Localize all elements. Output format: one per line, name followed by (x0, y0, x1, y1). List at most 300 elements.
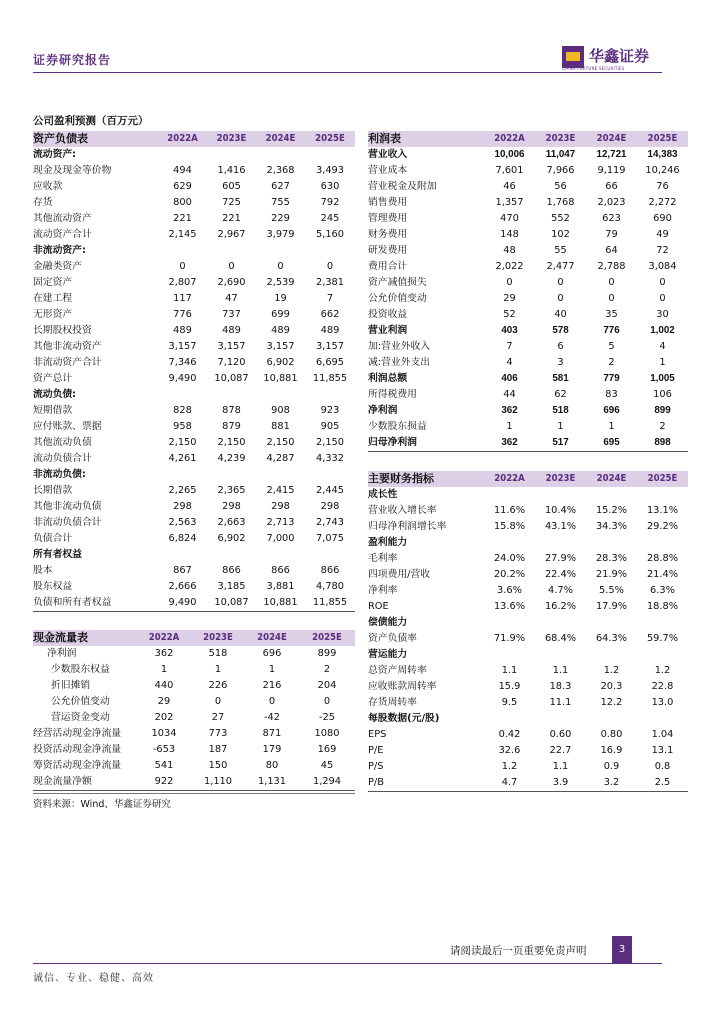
table-row (368, 567, 688, 583)
table-row (33, 323, 355, 339)
cell-value: 1 (608, 421, 615, 432)
cell-value (207, 387, 256, 403)
cell-value: 699 (271, 309, 290, 320)
row-label: 非流动负债: (33, 469, 86, 480)
row-label: 其他非流动负债 (33, 501, 102, 512)
cell-value: 755 (271, 197, 290, 208)
cell-value: 922 (154, 776, 174, 787)
cell-value: 17.9% (595, 601, 628, 612)
cell-value: 362 (154, 648, 174, 659)
cell-value: 21.4% (646, 569, 679, 580)
cell-value: 0 (268, 696, 276, 707)
cell-value: 1.2 (654, 665, 671, 676)
table-row (33, 467, 355, 483)
cell-value: 148 (500, 229, 519, 240)
cell-value: 62 (554, 389, 567, 400)
cell-value: 19 (274, 293, 287, 304)
cell-value: 0 (557, 293, 564, 304)
cell-value: 9,490 (168, 597, 197, 608)
cell-value: 695 (603, 437, 620, 448)
cell-value: 1,768 (546, 197, 575, 208)
table-row (33, 339, 355, 355)
table-row (33, 195, 355, 211)
cell-value: 16.2% (544, 601, 577, 612)
row-label: 营业成本 (368, 165, 408, 176)
cell-value: 2,967 (217, 229, 246, 240)
cell-value: 4,239 (217, 453, 246, 464)
table-row (368, 679, 688, 695)
table-row (368, 291, 688, 307)
cell-value: 958 (173, 421, 192, 432)
table-row (33, 678, 355, 694)
cell-value: 11,855 (312, 597, 348, 608)
cell-value: 4.7 (501, 777, 518, 788)
cell-value (637, 615, 688, 631)
table-row (368, 743, 688, 759)
logo-mark-icon (562, 46, 584, 68)
cell-value: 5 (608, 341, 615, 352)
cell-value: 3,493 (315, 165, 345, 176)
row-label: 加:营业外收入 (368, 341, 431, 352)
cell-value: 773 (208, 728, 228, 739)
cell-value: 908 (271, 405, 290, 416)
cell-value: 30 (656, 309, 669, 320)
year-header: 2022A (484, 131, 535, 147)
table-row (33, 531, 355, 547)
table-row (33, 547, 355, 563)
cell-value: 605 (222, 181, 241, 192)
row-label: 非流动资产: (33, 245, 86, 256)
cell-value: 0 (557, 277, 564, 288)
cell-value: 0 (277, 261, 284, 272)
cell-value: 800 (173, 197, 192, 208)
cell-value: 1034 (151, 728, 177, 739)
cell-value: 690 (653, 213, 672, 224)
cell-value: 18.8% (646, 601, 679, 612)
cell-value: 696 (603, 405, 620, 416)
cell-value: 2,381 (315, 277, 345, 288)
table-row (33, 387, 355, 403)
cell-value: 9,119 (597, 165, 626, 176)
cell-value: 298 (320, 501, 340, 512)
cell-value (637, 487, 688, 503)
year-header: 2024E (586, 131, 637, 147)
cell-value: 0 (326, 261, 334, 272)
logo (562, 46, 662, 72)
footer-motto: 诚信、专业、稳健、高效 (33, 973, 154, 984)
report-header-title: 证券研究报告 (33, 53, 112, 67)
row-label: 流动负债合计 (33, 453, 92, 464)
cell-value: 3,979 (266, 229, 295, 240)
year-header: 2025E (637, 131, 688, 147)
row-label: 公允价值变动 (368, 293, 427, 304)
table-row (368, 323, 688, 339)
table-row (33, 243, 355, 259)
cell-value: 27.9% (544, 553, 577, 564)
cell-value: 878 (222, 405, 241, 416)
cell-value: 1.2 (603, 665, 620, 676)
cell-value (256, 547, 305, 563)
cell-value: 169 (317, 744, 337, 755)
cell-value: 52 (503, 309, 516, 320)
logo-text: 华鑫证券 (589, 47, 650, 65)
cell-value: 2,022 (495, 261, 524, 272)
cell-value: 1,294 (312, 776, 342, 787)
cell-value: 29 (503, 293, 516, 304)
table-row (33, 371, 355, 387)
cell-value: 0 (323, 696, 331, 707)
cell-value: 1.1 (552, 665, 569, 676)
table-row (368, 243, 688, 259)
cell-value: 48 (503, 245, 516, 256)
cell-value: 3,185 (217, 581, 246, 592)
row-label: P/S (368, 761, 384, 772)
cell-value: 2,445 (315, 485, 345, 496)
table-row (33, 403, 355, 419)
cell-value: 905 (320, 421, 340, 432)
cell-value: 14,383 (647, 149, 678, 160)
table-header-row (33, 131, 355, 147)
cell-value: 867 (173, 565, 192, 576)
cell-value (484, 487, 535, 503)
table-row (33, 595, 355, 612)
table-row (33, 291, 355, 307)
cell-value: 1.2 (501, 761, 518, 772)
cell-value: 629 (173, 181, 192, 192)
table-row (33, 646, 355, 662)
cell-value: 1 (659, 357, 666, 368)
row-label: 折旧摊销 (51, 680, 91, 691)
table-row (33, 211, 355, 227)
year-header: 2025E (305, 131, 355, 147)
cell-value: 2,539 (266, 277, 295, 288)
cell-value: 1,416 (217, 165, 246, 176)
cell-value: 40 (554, 309, 567, 320)
cell-value (535, 615, 586, 631)
row-label: 营运资金变动 (51, 712, 110, 723)
cell-value: 2,368 (266, 165, 295, 176)
table-row (368, 711, 688, 727)
row-label: 营运能力 (368, 649, 408, 660)
cell-value (256, 387, 305, 403)
cell-value: 47 (225, 293, 238, 304)
cell-value: 45 (320, 760, 334, 771)
table-row (33, 579, 355, 595)
cell-value: 202 (154, 712, 174, 723)
cell-value: 245 (320, 213, 340, 224)
table-row (33, 499, 355, 515)
cell-value: 12.2 (600, 697, 623, 708)
cell-value: 4,332 (315, 453, 345, 464)
row-label: 其他流动资产 (33, 213, 92, 224)
row-label: 少数股东损益 (368, 421, 427, 432)
table-row (368, 147, 688, 163)
cell-value: 106 (653, 389, 672, 400)
cell-value: 229 (271, 213, 290, 224)
cell-value: 56 (554, 181, 567, 192)
table-row (33, 227, 355, 243)
cell-value (484, 711, 535, 727)
cell-value (158, 243, 207, 259)
cell-value: 866 (320, 565, 340, 576)
row-label: 应收款 (33, 181, 63, 192)
page-number: 3 (612, 936, 632, 964)
cell-value: 7,966 (546, 165, 575, 176)
cell-value: 15.2% (595, 505, 628, 516)
row-label: 投资收益 (368, 309, 408, 320)
cell-value: 0 (608, 277, 615, 288)
cell-value: 5,160 (315, 229, 345, 240)
cell-value: 0 (659, 277, 666, 288)
cell-value: 11,855 (312, 373, 348, 384)
cell-value: 18.3 (549, 681, 572, 692)
year-header: 2025E (637, 471, 688, 487)
cell-value: 4 (659, 341, 666, 352)
cell-value: 3 (557, 357, 564, 368)
cell-value (637, 711, 688, 727)
table-row (33, 355, 355, 371)
table-row (368, 487, 688, 503)
cell-value: 2,272 (648, 197, 677, 208)
cell-value: 1,357 (495, 197, 524, 208)
cell-value: 10,087 (214, 597, 249, 608)
cell-value (158, 387, 207, 403)
year-header: 2023E (191, 630, 245, 646)
cell-value: 32.6 (498, 745, 521, 756)
row-label: 毛利率 (368, 553, 398, 564)
cell-value: 221 (173, 213, 192, 224)
table-row (33, 179, 355, 195)
row-label: 总资产周转率 (368, 665, 427, 676)
row-label: 负债和所有者权益 (33, 597, 112, 608)
table-row (33, 163, 355, 179)
cell-value: 1.1 (501, 665, 518, 676)
year-header: 2024E (256, 131, 305, 147)
row-label: 营业收入增长率 (368, 505, 437, 516)
cell-value: 0 (608, 293, 615, 304)
row-label: 负债合计 (33, 533, 73, 544)
cell-value (158, 467, 207, 483)
cell-value: 2 (659, 421, 666, 432)
cell-value: 13.1 (651, 745, 674, 756)
cell-value: 4,261 (168, 453, 197, 464)
cell-value: 2.5 (654, 777, 671, 788)
cell-value: 871 (262, 728, 282, 739)
year-header: 2024E (586, 471, 637, 487)
row-label: 流动资产: (33, 149, 77, 160)
row-label: 成长性 (368, 489, 398, 500)
cell-value: 226 (208, 680, 228, 691)
cell-value: 2,150 (315, 437, 345, 448)
table-row (368, 519, 688, 535)
row-label: 其他非流动资产 (33, 341, 102, 352)
cell-value: 15.9 (498, 681, 521, 692)
table-row (368, 775, 688, 792)
cell-value: 403 (501, 325, 518, 336)
cell-value (305, 147, 355, 163)
cell-value: -653 (152, 744, 176, 755)
cell-value: 44 (503, 389, 516, 400)
cell-value: 3,157 (217, 341, 246, 352)
row-label: 公允价值变动 (51, 696, 110, 707)
table-caption: 公司盈利预测（百万元） (33, 115, 149, 127)
cell-value: 494 (173, 165, 192, 176)
cell-value: 4,287 (266, 453, 295, 464)
row-label: 经营活动现金净流量 (33, 728, 122, 739)
cell-value: 76 (656, 181, 669, 192)
cell-value: 7,000 (266, 533, 295, 544)
cell-value: 725 (222, 197, 241, 208)
row-label: 流动负债: (33, 389, 77, 400)
cell-value: 517 (552, 437, 569, 448)
disclaimer-link[interactable]: 请阅读最后一页重要免责声明 (450, 941, 610, 961)
row-label: 无形资产 (33, 309, 73, 320)
cell-value: 11.6% (493, 505, 526, 516)
cell-value: 2,023 (597, 197, 626, 208)
year-header: 2025E (299, 630, 355, 646)
cell-value (535, 487, 586, 503)
cell-value: 362 (501, 437, 518, 448)
row-label: 金融类资产 (33, 261, 82, 272)
cell-value: 187 (208, 744, 228, 755)
cell-value: 10,881 (263, 373, 298, 384)
cell-value: 12,721 (596, 149, 627, 160)
table-row (33, 147, 355, 163)
row-label: 固定资产 (33, 277, 73, 288)
cell-value: 7 (506, 341, 513, 352)
cell-value: 489 (271, 325, 290, 336)
cell-value (535, 711, 586, 727)
cell-value: 0 (506, 277, 513, 288)
cell-value: 34.3% (595, 521, 628, 532)
cell-value: 627 (271, 181, 290, 192)
table-row (33, 451, 355, 467)
cell-value: 776 (173, 309, 192, 320)
cell-value: 2,663 (217, 517, 246, 528)
cell-value: 2,807 (168, 277, 197, 288)
source-note: 资料来源：Wind、华鑫证券研究 (33, 799, 171, 810)
cell-value: 6,824 (168, 533, 197, 544)
cell-value (207, 547, 256, 563)
cell-value (305, 547, 355, 563)
cell-value: 696 (262, 648, 282, 659)
cell-value: 21.9% (595, 569, 628, 580)
cell-value (305, 243, 355, 259)
cell-value: 1 (268, 664, 276, 675)
row-label: P/B (368, 777, 384, 788)
cell-value: 27 (211, 712, 225, 723)
table-row (33, 726, 355, 742)
cell-value: 2,788 (597, 261, 626, 272)
cell-value: 68.4% (544, 633, 577, 644)
table-row (33, 694, 355, 710)
cell-value: 0 (214, 696, 222, 707)
cell-value: 1,131 (257, 776, 287, 787)
table-row (33, 515, 355, 531)
row-label: 净利率 (368, 585, 398, 596)
row-label: 短期借款 (33, 405, 73, 416)
cell-value: 6,902 (217, 533, 246, 544)
row-label: 其他流动负债 (33, 437, 92, 448)
table-row (368, 179, 688, 195)
cell-value: 10,881 (263, 597, 298, 608)
row-label: ROE (368, 601, 389, 612)
cell-value (305, 387, 355, 403)
row-label: 研发费用 (368, 245, 408, 256)
cell-value: 6,902 (266, 357, 295, 368)
source-divider (33, 793, 355, 794)
cell-value: 10,087 (214, 373, 249, 384)
cell-value: 6.3% (650, 585, 675, 596)
row-label: 费用合计 (368, 261, 408, 272)
cell-value: 899 (654, 405, 671, 416)
table-row (368, 759, 688, 775)
cell-value (207, 147, 256, 163)
cell-value: 2,265 (168, 485, 197, 496)
row-label: 筹资活动现金净流量 (33, 760, 122, 771)
table-row (368, 647, 688, 663)
cell-value: 489 (173, 325, 192, 336)
cell-value: 2,563 (168, 517, 197, 528)
row-label: 管理费用 (368, 213, 408, 224)
cell-value (637, 647, 688, 663)
year-header: 2024E (245, 630, 299, 646)
cell-value: 1,002 (650, 325, 675, 336)
cell-value: 3.2 (603, 777, 620, 788)
table-row (368, 275, 688, 291)
cell-value: 518 (552, 405, 569, 416)
cell-value: 1080 (314, 728, 340, 739)
cell-value: 64.3% (595, 633, 628, 644)
row-label: 利润总额 (368, 373, 408, 384)
table-row (368, 163, 688, 179)
cell-value: 22.4% (544, 569, 577, 580)
cell-value: 7,120 (217, 357, 246, 368)
cell-value: 59.7% (646, 633, 679, 644)
cell-value: 7,346 (168, 357, 197, 368)
cell-value: 0.60 (549, 729, 572, 740)
table-title: 主要财务指标 (368, 471, 484, 487)
cell-value: -25 (318, 712, 335, 723)
cell-value: 204 (317, 680, 337, 691)
cell-value: 4.7% (548, 585, 573, 596)
table-row (368, 503, 688, 519)
cell-value (586, 711, 637, 727)
row-label: 股本 (33, 565, 53, 576)
cell-value (207, 467, 256, 483)
table-row (33, 275, 355, 291)
table-row (368, 599, 688, 615)
cell-value (484, 535, 535, 551)
row-label: 归母净利润 (368, 437, 417, 448)
cell-value: 9.5 (501, 697, 518, 708)
cell-value: 2,690 (217, 277, 246, 288)
row-label: 应收账款周转率 (368, 681, 437, 692)
cell-value: 29 (157, 696, 171, 707)
table-row (368, 259, 688, 275)
income-statement-table (368, 131, 688, 452)
cell-value: 2,145 (168, 229, 197, 240)
cell-value: 102 (551, 229, 570, 240)
cell-value: 2,150 (266, 437, 295, 448)
cell-value: 1 (214, 664, 222, 675)
row-label: 应付账款、票据 (33, 421, 102, 432)
cell-value: 13.0 (651, 697, 674, 708)
row-label: 归母净利润增长率 (368, 521, 447, 532)
cell-value: 362 (501, 405, 518, 416)
row-label: 营业税金及附加 (368, 181, 437, 192)
cell-value: 866 (222, 565, 241, 576)
